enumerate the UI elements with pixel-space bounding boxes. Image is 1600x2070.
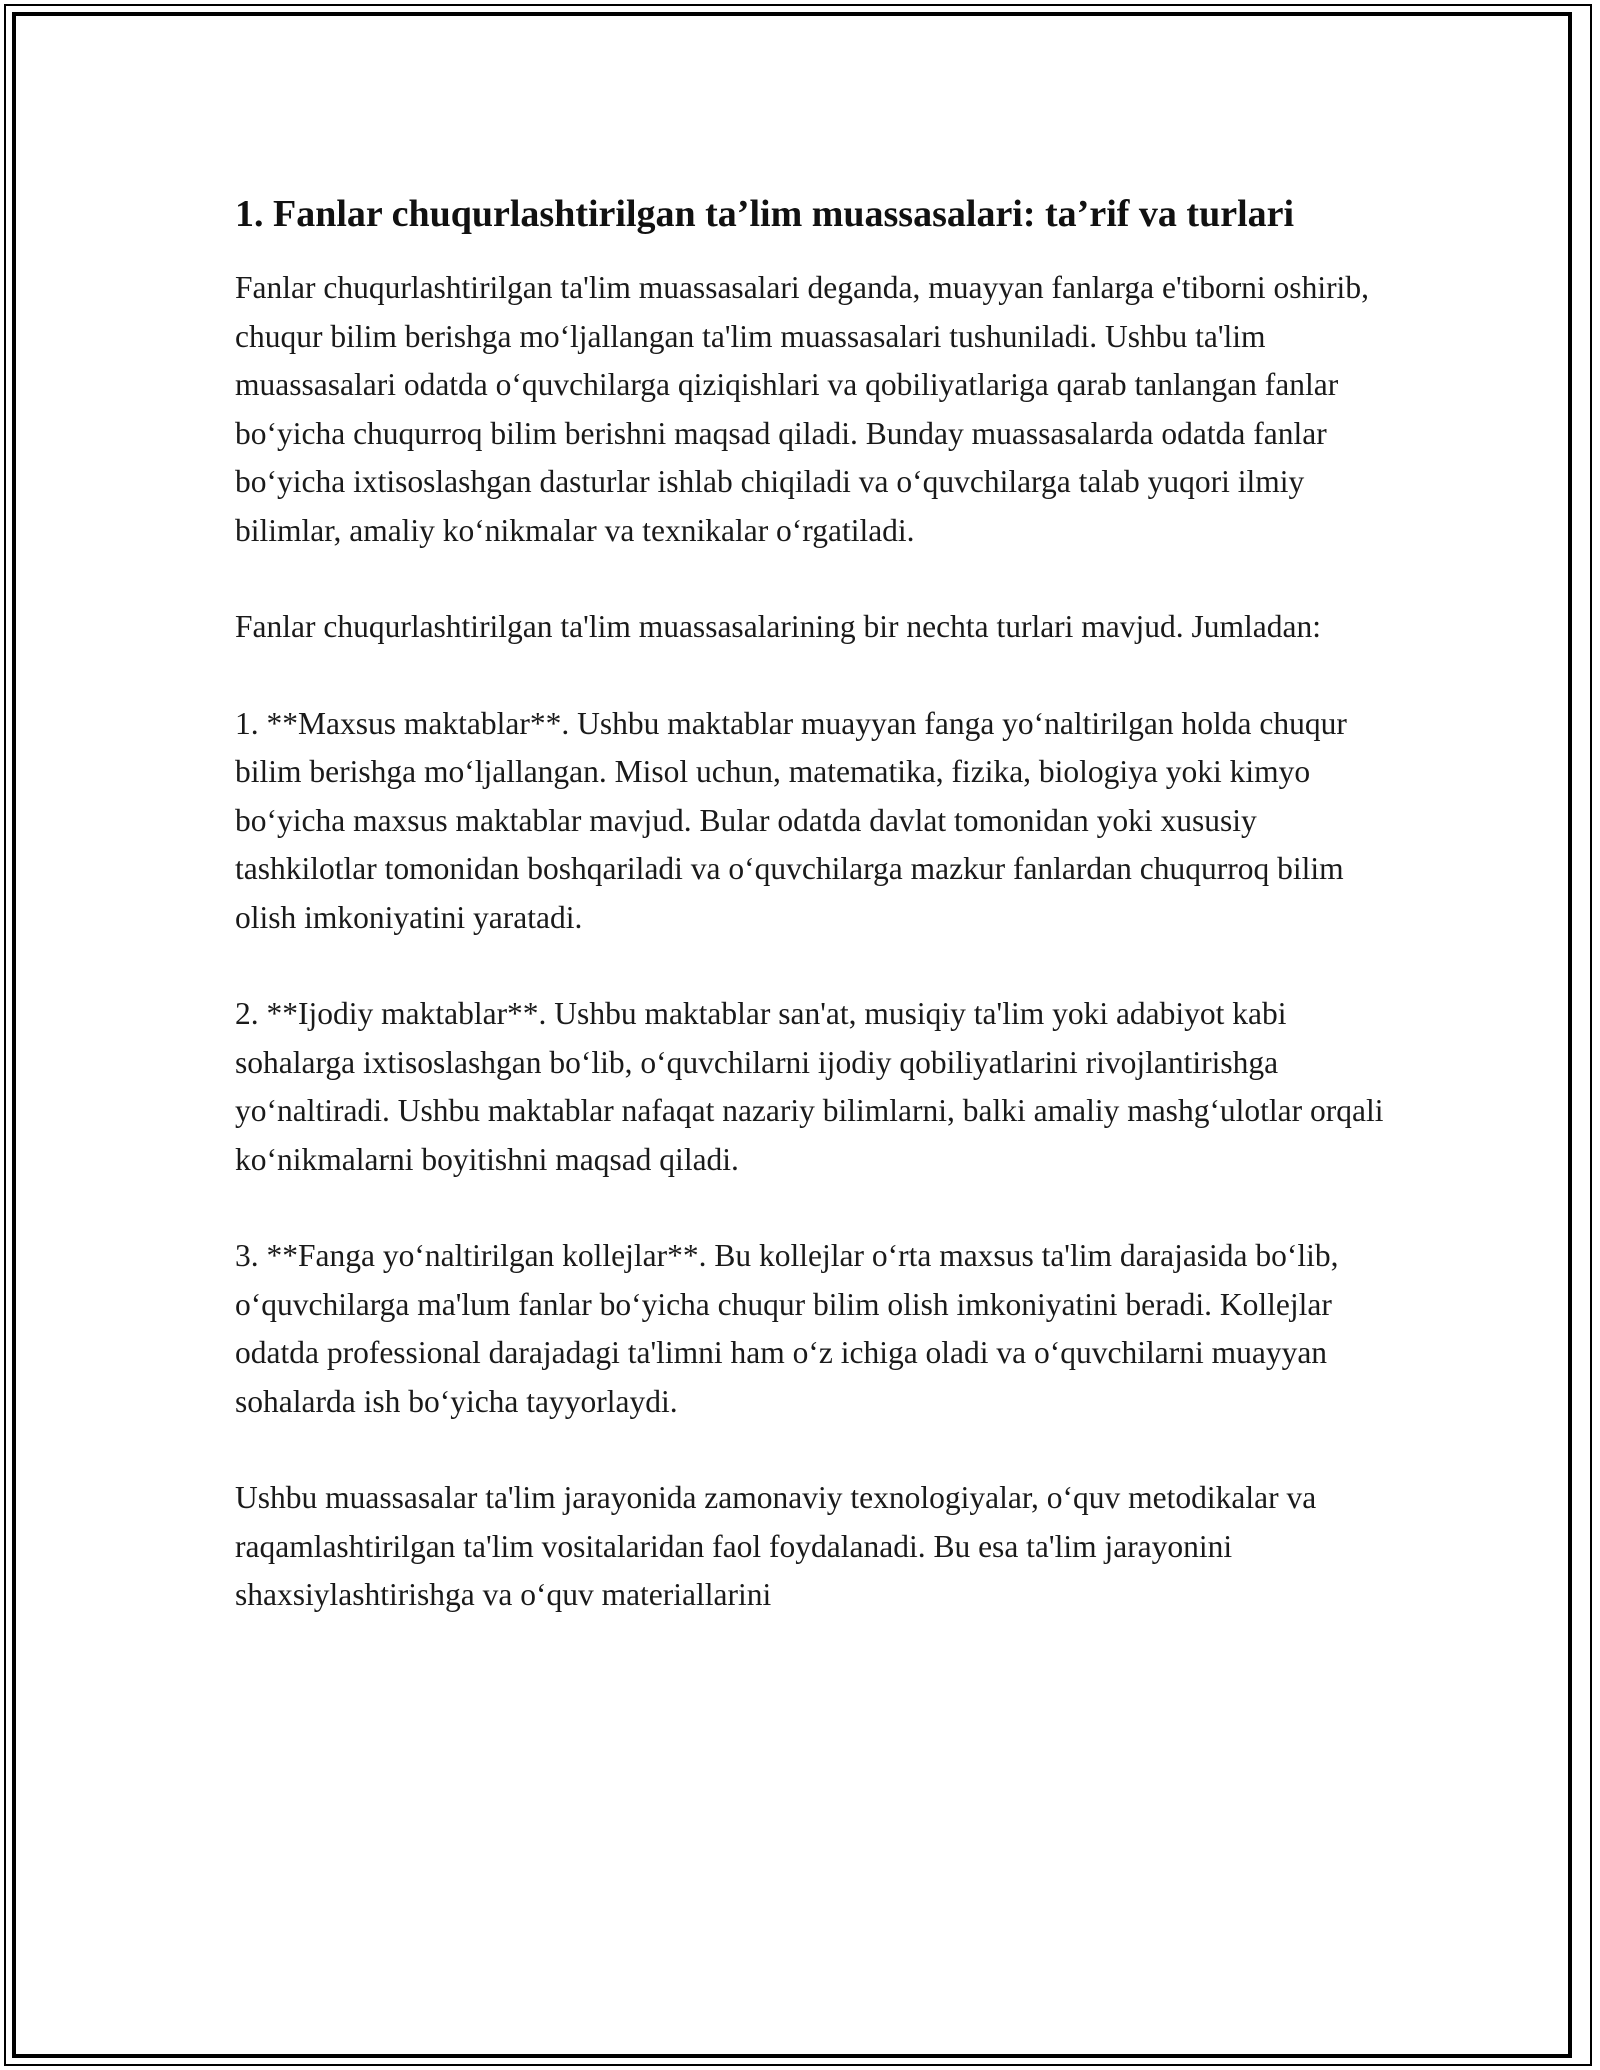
paragraph-types-intro: Fanlar chuqurlashtirilgan ta'lim muassasalarining bir nechta turlari mavjud. Jumladan: bbox=[235, 609, 1322, 644]
paragraph-special-schools: 1. **Maxsus maktablar**. Ushbu maktablar muayyan fanga yo‘naltirilgan holda chuqur bilim berishga mo‘ljallangan. Misol uchun, matematika, fizika, biologiya yoki kimyo bo‘yicha maxsus maktablar mavjud. Bular odatda davlat tomonidan yoki xususiy tashkilotlar tomonidan boshqariladi va o‘quvchilarga mazkur fanlardan chuqurroq bilim olish imkoniyatini yaratadi. bbox=[235, 705, 1347, 935]
document-body bbox=[235, 186, 1385, 1668]
paragraph-colleges: 3. **Fanga yo‘naltirilgan kollejlar**. Bu kollejlar o‘rta maxsus ta'lim darajasida bo‘lib, o‘quvchilarga ma'lum fanlar bo‘yicha chuqur bilim olish imkoniyatini beradi. Kollejlar odatda professional darajadagi ta'limni ham o‘z ichiga oladi va o‘quvchilarni muayyan sohalarda ish bo‘yicha tayyorlaydi. bbox=[235, 1238, 1339, 1419]
paragraph-definition: Fanlar chuqurlashtirilgan ta'lim muassasalari deganda, muayyan fanlarga e'tiborni oshirib, chuqur bilim berishga mo‘ljallangan ta'lim muassasalari tushuniladi. Ushbu ta'lim muassasalari odatda o‘quvchilarga qiziqishlari va qobiliyatlariga qarab tanlangan fanlar bo‘yicha chuqurroq bilim berishni maqsad qiladi. Bunday muassasalarda odatda fanlar bo‘yicha ixtisoslashgan dasturlar ishlab chiqiladi va o‘quvchilarga talab yuqori ilmiy bilimlar, amaliy ko‘nikmalar va texnikalar o‘rgatiladi. bbox=[235, 270, 1369, 548]
paragraph-technologies: Ushbu muassasalar ta'lim jarayonida zamonaviy texnologiyalar, o‘quv metodikalar va raqamlashtirilgan ta'lim vositalaridan faol foydalanadi. Bu esa ta'lim jarayonini shaxsiylashtirishga va o‘quv materiallarini bbox=[235, 1480, 1317, 1612]
section-title: 1. Fanlar chuqurlashtirilgan ta’lim muassasalari: ta’rif va turlari bbox=[235, 193, 1295, 235]
paragraph-creative-schools: 2. **Ijodiy maktablar**. Ushbu maktablar san'at, musiqiy ta'lim yoki adabiyot kabi sohalarga ixtisoslashgan bo‘lib, o‘quvchilarni ijodiy qobiliyatlarini rivojlantirishga yo‘naltiradi. Ushbu maktablar nafaqat nazariy bilimlarni, balki amaliy mashg‘ulotlar orqali ko‘nikmalarni boyitishni maqsad qiladi. bbox=[235, 996, 1384, 1177]
